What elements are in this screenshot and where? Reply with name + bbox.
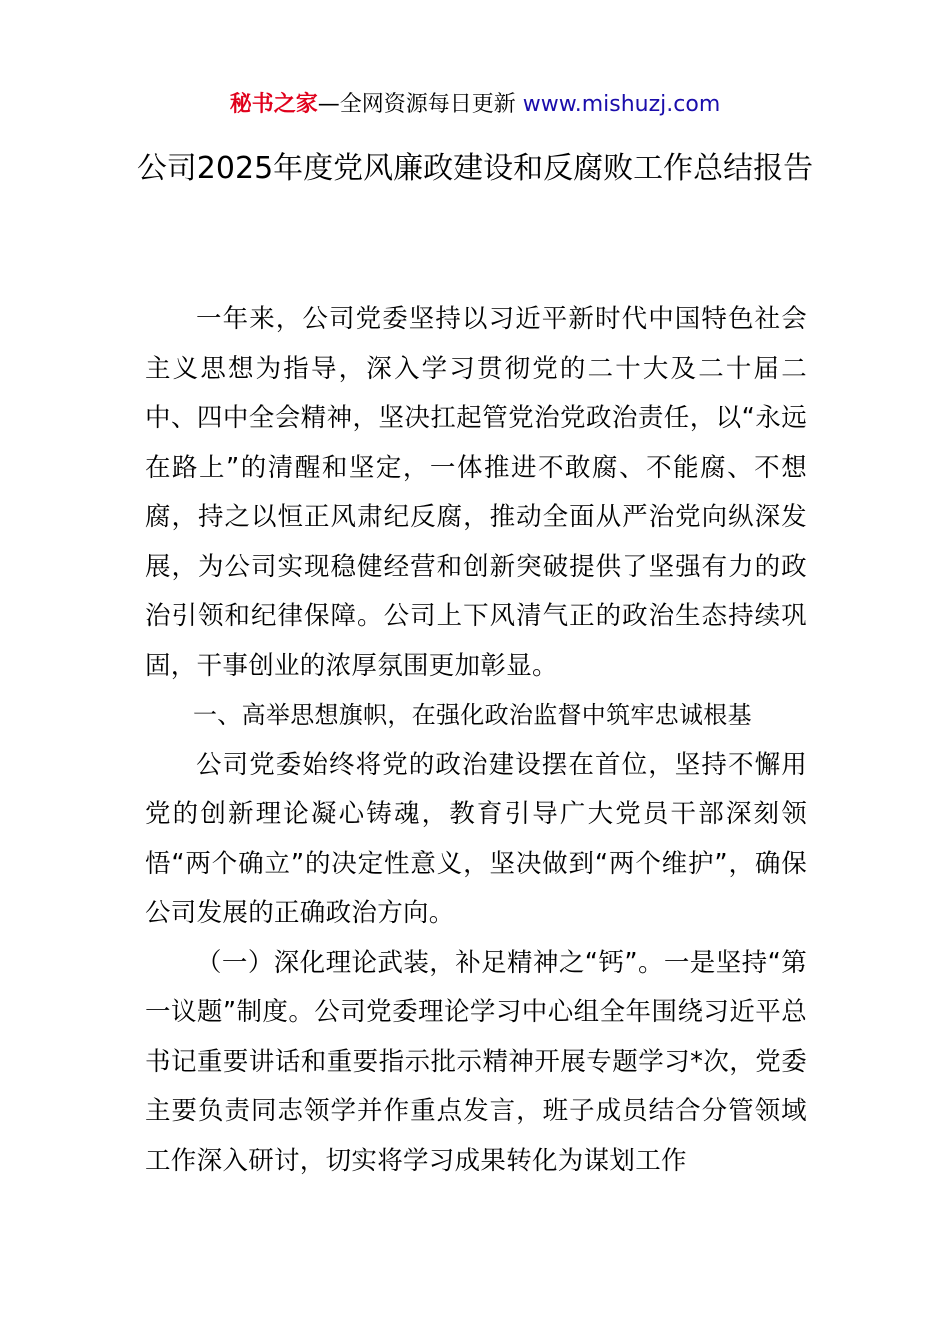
document-body — [145, 295, 807, 1186]
intro-paragraph: 一年来，公司党委坚持以习近平新时代中国特色社会主义思想为指导，深入学习贯彻党的二十大及二十届二中、四中全会精神，坚决扛起管党治党政治责任，以“永远在路上”的清醒和坚定，一体推进不敢腐、不能腐、不想腐，持之以恒正风肃纪反腐，推动全面从严治党向纵深发展，为公司实现稳健经营和创新突破提供了坚强有力的政治引领和纪律保障。公司上下风清气正的政治生态持续巩固，干事创业的浓厚氛围更加彰显。 — [145, 304, 807, 681]
document-title: 公司2025年度党风廉政建设和反腐败工作总结报告 — [136, 151, 814, 186]
site-url-link[interactable]: www.mishuzj.com — [522, 92, 721, 117]
site-brand: 秘书之家 — [229, 92, 318, 117]
section-heading-1: 一、高举思想旗帜，在强化政治监督中筑牢忠诚根基 — [193, 701, 752, 729]
section-1-paragraph: 公司党委始终将党的政治建设摆在首位，坚持不懈用党的创新理论凝心铸魂，教育引导广大党员干部深刻领悟“两个确立”的决定性意义，坚决做到“两个维护”，确保公司发展的正确政治方向。 — [145, 749, 807, 928]
site-tagline: —全网资源每日更新 — [317, 92, 516, 117]
site-banner — [0, 88, 950, 122]
subsection-1-paragraph: （一）深化理论武装，补足精神之“钙”。一是坚持“第一议题”制度。公司党委理论学习中心组全年围绕习近平总书记重要讲话和重要指示批示精神开展专题学习*次，党委主要负责同志领学并作重点发言，班子成员结合分管领域工作深入研讨，切实将学习成果转化为谋划工作 — [145, 947, 807, 1176]
